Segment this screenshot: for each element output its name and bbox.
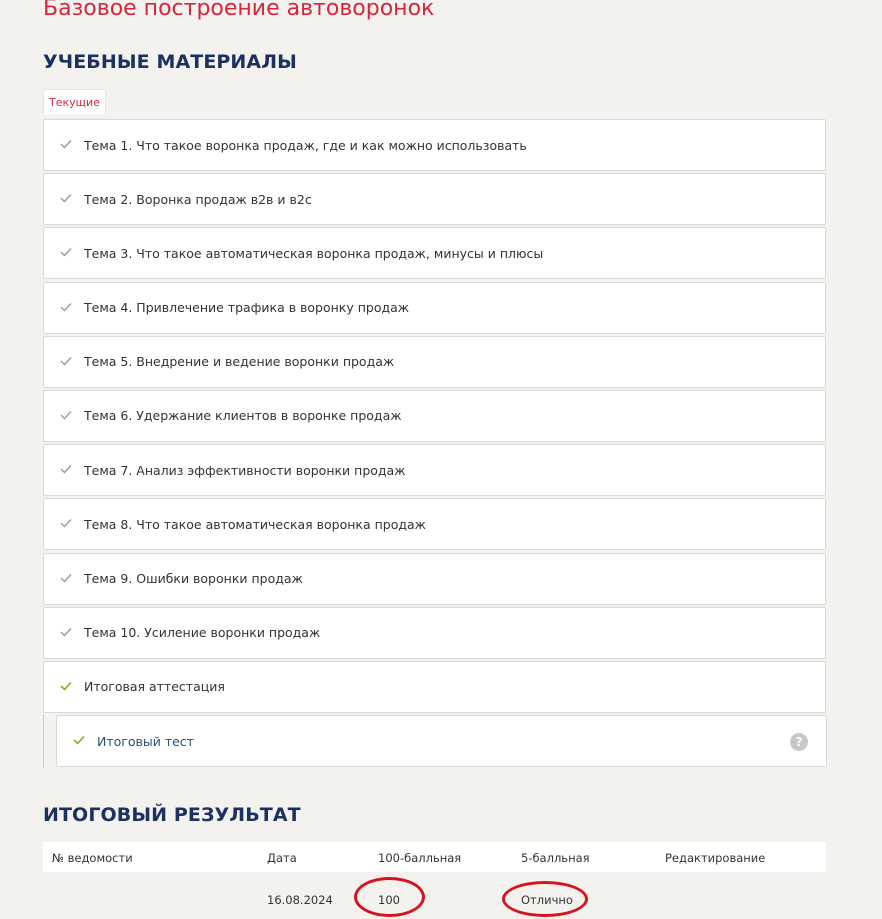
check-icon: [60, 681, 74, 693]
check-icon: [60, 627, 74, 639]
check-icon: [73, 735, 87, 747]
topic-item-9[interactable]: [43, 553, 826, 605]
topic-list: [43, 119, 826, 715]
cell-score5: Отлично: [521, 893, 573, 907]
topic-label: Тема 7. Анализ эффективности воронки продаж: [84, 462, 406, 478]
topic-label: Тема 4. Привлечение трафика в воронку продаж: [84, 300, 410, 316]
annotation-circle-score5: [502, 881, 588, 917]
check-icon: [60, 410, 74, 422]
topic-label: Тема 9. Ошибки воронки продаж: [84, 571, 303, 586]
results-heading: ИТОГОВЫЙ РЕЗУЛЬТАТ: [43, 804, 301, 826]
check-icon: [60, 518, 74, 530]
topic-item-2[interactable]: [43, 173, 826, 225]
help-icon[interactable]: ?: [790, 733, 808, 751]
check-icon: [60, 573, 74, 585]
course-title: Базовое построение автоворонок: [43, 0, 435, 21]
topic-label: Тема 6. Удержание клиентов в воронке продаж: [84, 408, 402, 424]
topic-item-final-attestation[interactable]: [43, 661, 826, 713]
annotation-circle-score100: [354, 877, 425, 917]
cell-score100: 100: [378, 893, 400, 907]
check-icon: [60, 356, 74, 368]
topic-label: Итоговая аттестация: [84, 679, 225, 695]
check-icon: [60, 139, 74, 151]
topic-item-10[interactable]: [43, 607, 826, 659]
column-header-score5: 5-балльная: [521, 851, 590, 865]
materials-heading: УЧЕБНЫЕ МАТЕРИАЛЫ: [43, 51, 297, 73]
topic-item-5[interactable]: [43, 336, 826, 388]
final-test-item[interactable]: [56, 715, 827, 767]
check-icon: [60, 302, 74, 314]
column-header-score100: 100-балльная: [378, 851, 462, 865]
check-icon: [60, 464, 74, 476]
results-table-header: [43, 842, 826, 872]
tab-current[interactable]: Текущие: [43, 89, 106, 114]
topic-label: Тема 8. Что такое автоматическая воронка продаж: [84, 516, 426, 532]
check-icon: [60, 193, 74, 205]
column-header-date: Дата: [267, 851, 297, 865]
topic-label: Тема 5. Внедрение и ведение воронки продаж: [84, 354, 395, 370]
topic-item-7[interactable]: [43, 444, 826, 496]
topic-item-6[interactable]: [43, 390, 826, 442]
topic-label: Тема 10. Усиление воронки продаж: [84, 625, 321, 641]
final-test-label: Итоговый тест: [97, 733, 194, 749]
topic-item-8[interactable]: [43, 498, 826, 550]
topic-label: Тема 3. Что такое автоматическая воронка продаж, минусы и плюсы: [84, 245, 544, 261]
column-header-number: № ведомости: [52, 851, 133, 865]
check-icon: [60, 247, 74, 259]
topic-item-3[interactable]: [43, 227, 826, 279]
cell-date: 16.08.2024: [267, 893, 333, 907]
topic-label: Тема 2. Воронка продаж в2в и в2с: [84, 191, 312, 207]
final-attestation-children: [43, 714, 826, 768]
topic-item-1[interactable]: [43, 119, 826, 171]
topic-label: Тема 1. Что такое воронка продаж, где и как можно использовать: [84, 137, 527, 153]
topic-item-4[interactable]: [43, 282, 826, 334]
table-row: [43, 873, 826, 919]
column-header-edit: Редактирование: [665, 851, 766, 865]
